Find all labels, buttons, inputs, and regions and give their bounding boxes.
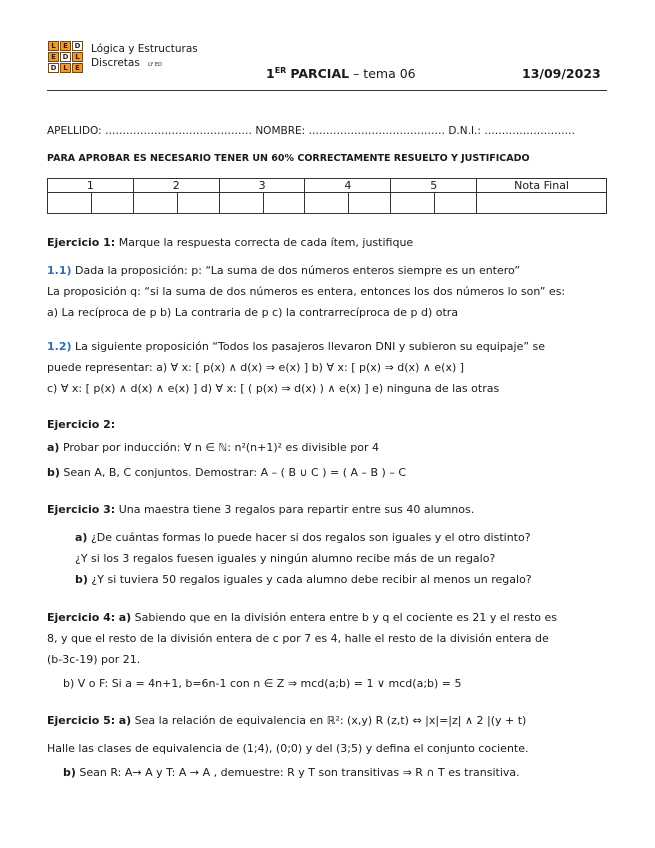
final-grade-cell[interactable]	[477, 193, 607, 214]
ex2-a-text: Probar por inducción: ∀ n ∈ ℕ: n²(n+1)² es divisible por 4	[59, 441, 379, 454]
ex3-a	[75, 531, 531, 544]
exam-number-sup: ER	[274, 66, 287, 75]
logo-cell: E	[60, 41, 71, 51]
exam-topic: – tema 06	[353, 66, 416, 82]
logo-cell: D	[60, 52, 71, 62]
ex4-b: b) V o F: Si a = 4n+1, b=6n-1 con n ∈ Z ⇒ mcd(a;b) = 1 ∨ mcd(a;b) = 5	[63, 677, 462, 690]
logo-cell: E	[72, 63, 83, 73]
ex3-text: Una maestra tiene 3 regalos para repartir entre sus 40 alumnos.	[115, 503, 475, 516]
course-title-line1: Lógica y Estructuras	[91, 43, 198, 55]
ex1-q2	[47, 340, 545, 353]
ex1-q1-text: Dada la proposición: p: “La suma de dos números enteros siempre es un entero”	[71, 264, 521, 277]
grade-cell[interactable]	[219, 193, 263, 214]
course-title-line2	[91, 57, 162, 69]
ex1-q2-line2: puede representar: a) ∀ x: [ p(x) ∧ d(x) ⇒ e(x) ] b) ∀ x: [ p(x) ⇒ d(x) ∧ e(x) ]	[47, 361, 465, 374]
ex1-heading	[47, 236, 413, 249]
ex4-heading	[47, 611, 557, 624]
ex1-q2-label: 1.2)	[47, 340, 72, 353]
grade-cell[interactable]	[48, 193, 92, 214]
exam-number: 1	[266, 66, 275, 82]
ex2-a	[47, 441, 379, 454]
exam-date: 13/09/2023	[522, 66, 601, 81]
ex5-heading	[47, 714, 526, 727]
ex1-q2-text: La siguiente proposición “Todos los pasajeros llevaron DNI y subieron su equipaje” se	[71, 340, 546, 353]
approval-notice: PARA APROBAR ES NECESARIO TENER UN 60% CORRECTAMENTE RESUELTO Y JUSTIFICADO	[47, 153, 530, 164]
ex5-a-text: Sea la relación de equivalencia en ℝ²: (x,y) R (z,t) ⇔ |x|=|z| ∧ 2 |(y + t)	[131, 714, 527, 727]
ex5-b	[63, 766, 520, 779]
ex5-title: Ejercicio 5:	[47, 714, 116, 727]
grade-header: 4	[305, 179, 391, 193]
grades-score-row	[48, 193, 607, 214]
ex2-b	[47, 466, 406, 479]
ex1-q1-options: a) La recíproca de p b) La contraria de p c) la contrarrecíproca de p d) otra	[47, 306, 459, 319]
logo-cell: D	[72, 41, 83, 51]
grade-header: 2	[133, 179, 219, 193]
logo-cell: L	[48, 41, 59, 51]
logo-cell: E	[48, 52, 59, 62]
ex5-b-text: Sean R: A→ A y T: A → A , demuestre: R y T son transitivas ⇒ R ∩ T es transitiva.	[75, 766, 520, 779]
grade-cell[interactable]	[177, 193, 219, 214]
grades-table	[47, 178, 607, 214]
grade-cell[interactable]	[349, 193, 391, 214]
exam-word: PARCIAL	[290, 66, 350, 82]
ex4-line2: 8, y que el resto de la división entera de c por 7 es 4, halle el resto de la división entera de	[47, 632, 549, 645]
logo-cell: L	[72, 52, 83, 62]
grade-header: 3	[219, 179, 305, 193]
ex3-b-text: ¿Y si tuviera 50 regalos iguales y cada alumno debe recibir al menos un regalo?	[87, 573, 532, 586]
student-info-line: APELLIDO: …………………………………… NOMBRE: ………………………………… D.N.I.: ……………….…….	[47, 125, 575, 137]
grade-header: 1	[48, 179, 134, 193]
ex5-a-label: a)	[118, 714, 132, 727]
final-grade-header: Nota Final	[477, 179, 607, 193]
logo-cell: L	[60, 63, 71, 73]
ex1-q1	[47, 264, 520, 277]
ex4-a-label: a)	[118, 611, 132, 624]
ex3-b	[75, 573, 532, 586]
course-logo	[48, 41, 83, 73]
ex2-a-label: a)	[47, 441, 60, 454]
grade-cell[interactable]	[263, 193, 305, 214]
exam-title	[266, 66, 416, 81]
header-divider	[47, 90, 607, 91]
ex3-b-label: b)	[75, 573, 88, 586]
ex1-q1-line2: La proposición q: “si la suma de dos números es entera, entonces los dos números lo son” es:	[47, 285, 566, 298]
ex4-a-text: Sabiendo que en la división entera entre b y q el cociente es 21 y el resto es	[131, 611, 557, 624]
ex2-b-label: b)	[47, 466, 60, 479]
grade-cell[interactable]	[435, 193, 477, 214]
grade-cell[interactable]	[391, 193, 435, 214]
ex3-heading	[47, 503, 474, 516]
ex2-b-text: Sean A, B, C conjuntos. Demostrar: A – ( B ∪ C ) = ( A – B ) – C	[59, 466, 407, 479]
grades-header-row	[48, 179, 607, 193]
ex1-instructions: Marque la respuesta correcta de cada ítem, justifique	[115, 236, 414, 249]
ex5-b-label: b)	[63, 766, 76, 779]
ex5-line2: Halle las clases de equivalencia de (1;4), (0;0) y del (3;5) y defina el conjunto cociente.	[47, 742, 529, 755]
ex2-title: Ejercicio 2:	[47, 418, 116, 431]
grade-cell[interactable]	[91, 193, 133, 214]
course-title-word: Discretas	[91, 57, 140, 69]
ex3-title: Ejercicio 3:	[47, 503, 116, 516]
ex1-q1-label: 1.1)	[47, 264, 72, 277]
ex4-title: Ejercicio 4:	[47, 611, 116, 624]
grade-cell[interactable]	[133, 193, 177, 214]
ex3-a-label: a)	[75, 531, 88, 544]
ex3-a-text: ¿De cuántas formas lo puede hacer si dos regalos son iguales y el otro distinto?	[87, 531, 531, 544]
logo-cell: D	[48, 63, 59, 73]
grade-header: 5	[391, 179, 477, 193]
ex3-a-line2: ¿Y si los 3 regalos fuesen iguales y ningún alumno recibe más de un regalo?	[75, 552, 496, 565]
ex4-line3: (b-3c-19) por 21.	[47, 653, 141, 666]
ex1-title: Ejercicio 1:	[47, 236, 116, 249]
course-code: LY ED	[148, 62, 162, 68]
ex1-q2-line3: c) ∀ x: [ p(x) ∧ d(x) ∧ e(x) ] d) ∀ x: [ ( p(x) ⇒ d(x) ) ∧ e(x) ] e) ninguna de las otras	[47, 382, 500, 395]
grade-cell[interactable]	[305, 193, 349, 214]
